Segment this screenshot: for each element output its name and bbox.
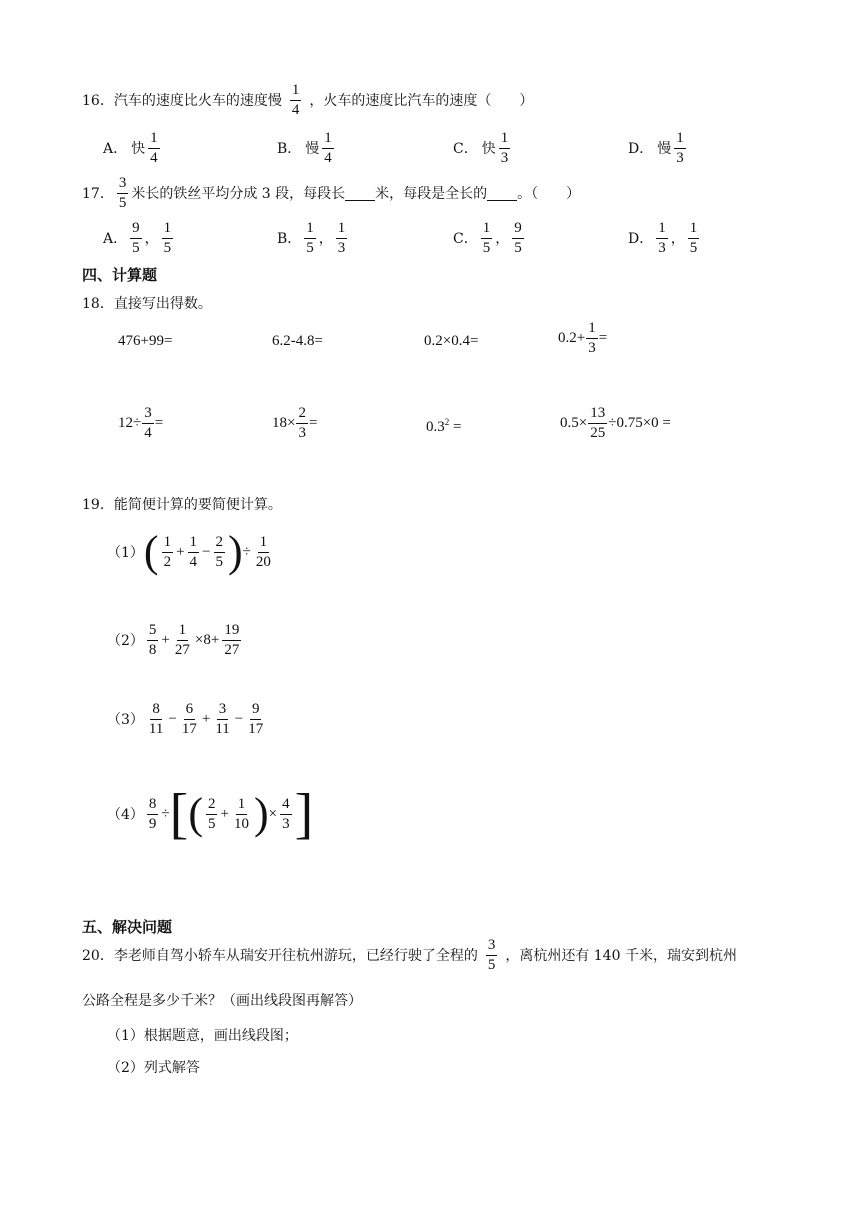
expr-0-2-plus-third: 0.2+ $\frac{1}{3}$ = (558, 320, 608, 356)
question-16 (82, 82, 533, 118)
question-text: ，火车的速度比汽车的速度（ ） (309, 93, 534, 109)
option-a[interactable]: A． 快 $\frac{1}{4}$ (103, 130, 158, 166)
expr-12-div-3-4: 12÷ $\frac{3}{4}$ = (118, 405, 164, 441)
question-text: 汽车的速度比火车的速度慢 (113, 93, 282, 109)
question-17 (82, 175, 580, 211)
problem-19-2: （2） $\frac{5}{8}$ + $\frac{1}{27}$ ×8+ $\frac{19}{27}$ (107, 622, 240, 658)
section-heading-calculation: 四、计算题 (82, 266, 158, 284)
sub-question-1: （1）根据题意，画出线段图； (107, 1028, 298, 1044)
option-d[interactable]: D． 慢 $\frac{1}{3}$ (628, 130, 684, 166)
fraction: $\frac{1}{4}$ (150, 130, 158, 166)
sub-question-2: （2）列式解答 (107, 1060, 200, 1076)
answer-blank[interactable] (487, 186, 517, 201)
question-text: 。（ ） (517, 186, 581, 202)
problem-19-3: （3） $\frac{8}{11}$ − $\frac{6}{17}$ + $\frac{3}{11}$ − $\frac{9}{17}$ (107, 701, 264, 737)
question-20-continued: 公路全程是多少千米？（画出线段图再解答） (82, 993, 362, 1009)
expr-476-99: 476+99= (118, 333, 173, 349)
fraction: $\frac{1}{3}$ (676, 130, 684, 166)
option-b[interactable]: B． $\frac{1}{5}$ ， $\frac{1}{3}$ (277, 220, 346, 256)
question-number: 16． (82, 93, 114, 109)
option-a[interactable]: A． $\frac{9}{5}$ ， $\frac{1}{5}$ (103, 220, 172, 256)
question-20: 20． 李老师自驾小轿车从瑞安开往杭州游玩，已经行驶了全程的 $\frac{3}{5}$ ，离杭州还有 140 千米，瑞安到杭州 (82, 937, 737, 973)
problem-19-1: （1） ( $\frac{1}{2}$ + $\frac{1}{4}$ − $\frac{2}{5}$ ) ÷ $\frac{1}{20}$ (107, 527, 271, 576)
expr-0-2x0-4: 0.2×0.4= (424, 333, 479, 349)
option-c[interactable]: C． $\frac{1}{5}$ ， $\frac{9}{5}$ (453, 220, 522, 256)
question-number: 17． (82, 186, 114, 202)
expr-0-5-times: 0.5× $\frac{13}{25}$ ÷0.75×0 = (560, 405, 671, 441)
section-heading-problem-solving: 五、解决问题 (82, 918, 173, 936)
question-18: 18．直接写出得数。 (82, 296, 212, 312)
expr-0-3-squared: $0.3^2$ = (426, 417, 462, 435)
problem-19-4: （4） $\frac{8}{9}$ ÷ [ ( $\frac{2}{5}$ + $\frac{1}{10}$ ) × $\frac{4}{3}$ ] (107, 783, 314, 845)
option-c[interactable]: C． 快 $\frac{1}{3}$ (453, 130, 509, 166)
fraction: $\frac{3}{5}$ (118, 175, 127, 211)
fraction: $\frac{1}{4}$ (291, 82, 300, 118)
option-b[interactable]: B． 慢 $\frac{1}{4}$ (277, 130, 332, 166)
fraction: $\frac{1}{4}$ (324, 130, 332, 166)
question-19: 19．能简便计算的要简便计算。 (82, 497, 282, 513)
answer-blank[interactable] (345, 186, 375, 201)
expr-6-2-4-8: 6.2-4.8= (272, 333, 323, 349)
option-d[interactable]: D． $\frac{1}{3}$ ， $\frac{1}{5}$ (628, 220, 698, 256)
fraction: $\frac{1}{3}$ (500, 130, 509, 166)
question-text: 米，每段是全长的 (375, 186, 488, 202)
question-text: 米长的铁丝平均分成 3 段，每段长 (131, 186, 346, 202)
expr-18-times-2-3: 18× $\frac{2}{3}$ = (272, 405, 318, 441)
